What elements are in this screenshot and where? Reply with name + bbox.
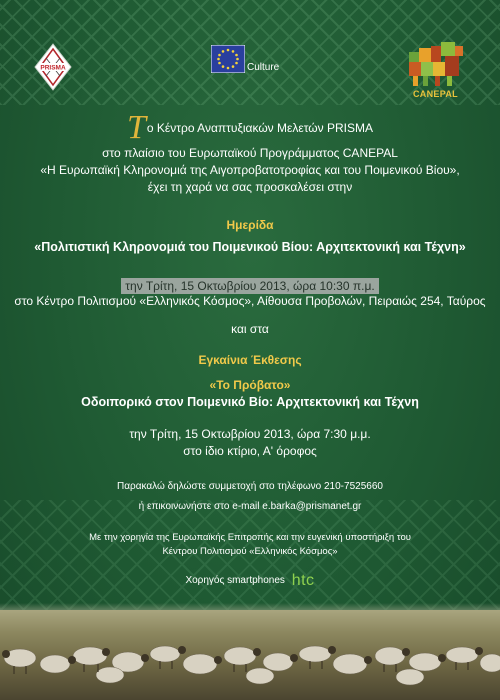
exhibition-name: «Το Πρόβατο» (209, 378, 291, 392)
intro-line-2: στο πλαίσιο του Ευρωπαϊκού Προγράμματος CANEPAL (102, 146, 398, 160)
rsvp-email-line: ή επικοινωνήστε στο e-mail e.barka@prismanet.gr (138, 501, 362, 512)
intro-line-3: «Η Ευρωπαϊκή Κληρονομιά της Αιγοπροβατοτροφίας και του Ποιμενικού Βίου», (40, 163, 460, 177)
exhibition-subtitle: Οδοιπορικό στον Ποιμενικό Βίο: Αρχιτεκτονική και Τέχνη (81, 395, 419, 409)
seminar-subtitle: «Πολιτιστική Κληρονομιά του Ποιμενικού Βίου: Αρχιτεκτονική και Τέχνη» (34, 240, 466, 254)
seminar-date-row (0, 277, 500, 295)
prisma-logo (33, 42, 73, 92)
connector-text: και στα (231, 322, 269, 336)
exhibition-date: την Τρίτη, 15 Οκτωβρίου 2013, ώρα 7:30 μ.μ. (129, 427, 371, 441)
seminar-date: την Τρίτη, 15 Οκτωβρίου 2013, ώρα 10:30 π.μ. (121, 278, 378, 294)
htc-logo: htc (291, 572, 315, 589)
smartphone-sponsor-label: Χορηγός smartphones (185, 575, 285, 586)
intro-line-1-text: ο Κέντρο Αναπτυξιακών Μελετών PRISMA (146, 121, 373, 135)
intro-line-1 (0, 111, 500, 145)
eu-culture-logo (211, 45, 279, 73)
rsvp-phone-line: Παρακαλώ δηλώστε συμμετοχή στο τηλέφωνο 210-7525660 (117, 481, 383, 492)
intro-initial-letter: Τ (126, 109, 146, 146)
prisma-logo-text: PRISMA (40, 64, 66, 72)
eu-flag-icon (211, 45, 245, 73)
seminar-venue: στο Κέντρο Πολιτισμού «Ελληνικός Κόσμος», Αίθουσα Προβολών, Πειραιώς 254, Ταύρος (14, 294, 486, 308)
canepal-label: CANEPAL (413, 89, 458, 99)
intro-paragraph (0, 111, 500, 196)
exhibition-title: Εγκαίνια Έκθεσης (198, 353, 302, 367)
smartphone-sponsor (0, 572, 500, 590)
seminar-title: Ημερίδα (226, 218, 274, 232)
sponsorship-line-1: Με την χορηγία της Ευρωπαϊκής Επιτροπής και την ευγενική υποστήριξη του (89, 532, 411, 543)
eu-culture-label: Culture (247, 62, 280, 73)
exhibition-venue: στο ίδιο κτίριο, Α' όροφος (183, 444, 317, 458)
sponsorship-line-2: Κέντρου Πολιτισμού «Ελληνικός Κόσμος» (162, 546, 338, 557)
sheep-flock-image (0, 620, 500, 700)
intro-line-4: έχει τη χαρά να σας προσκαλέσει στην (147, 180, 353, 194)
